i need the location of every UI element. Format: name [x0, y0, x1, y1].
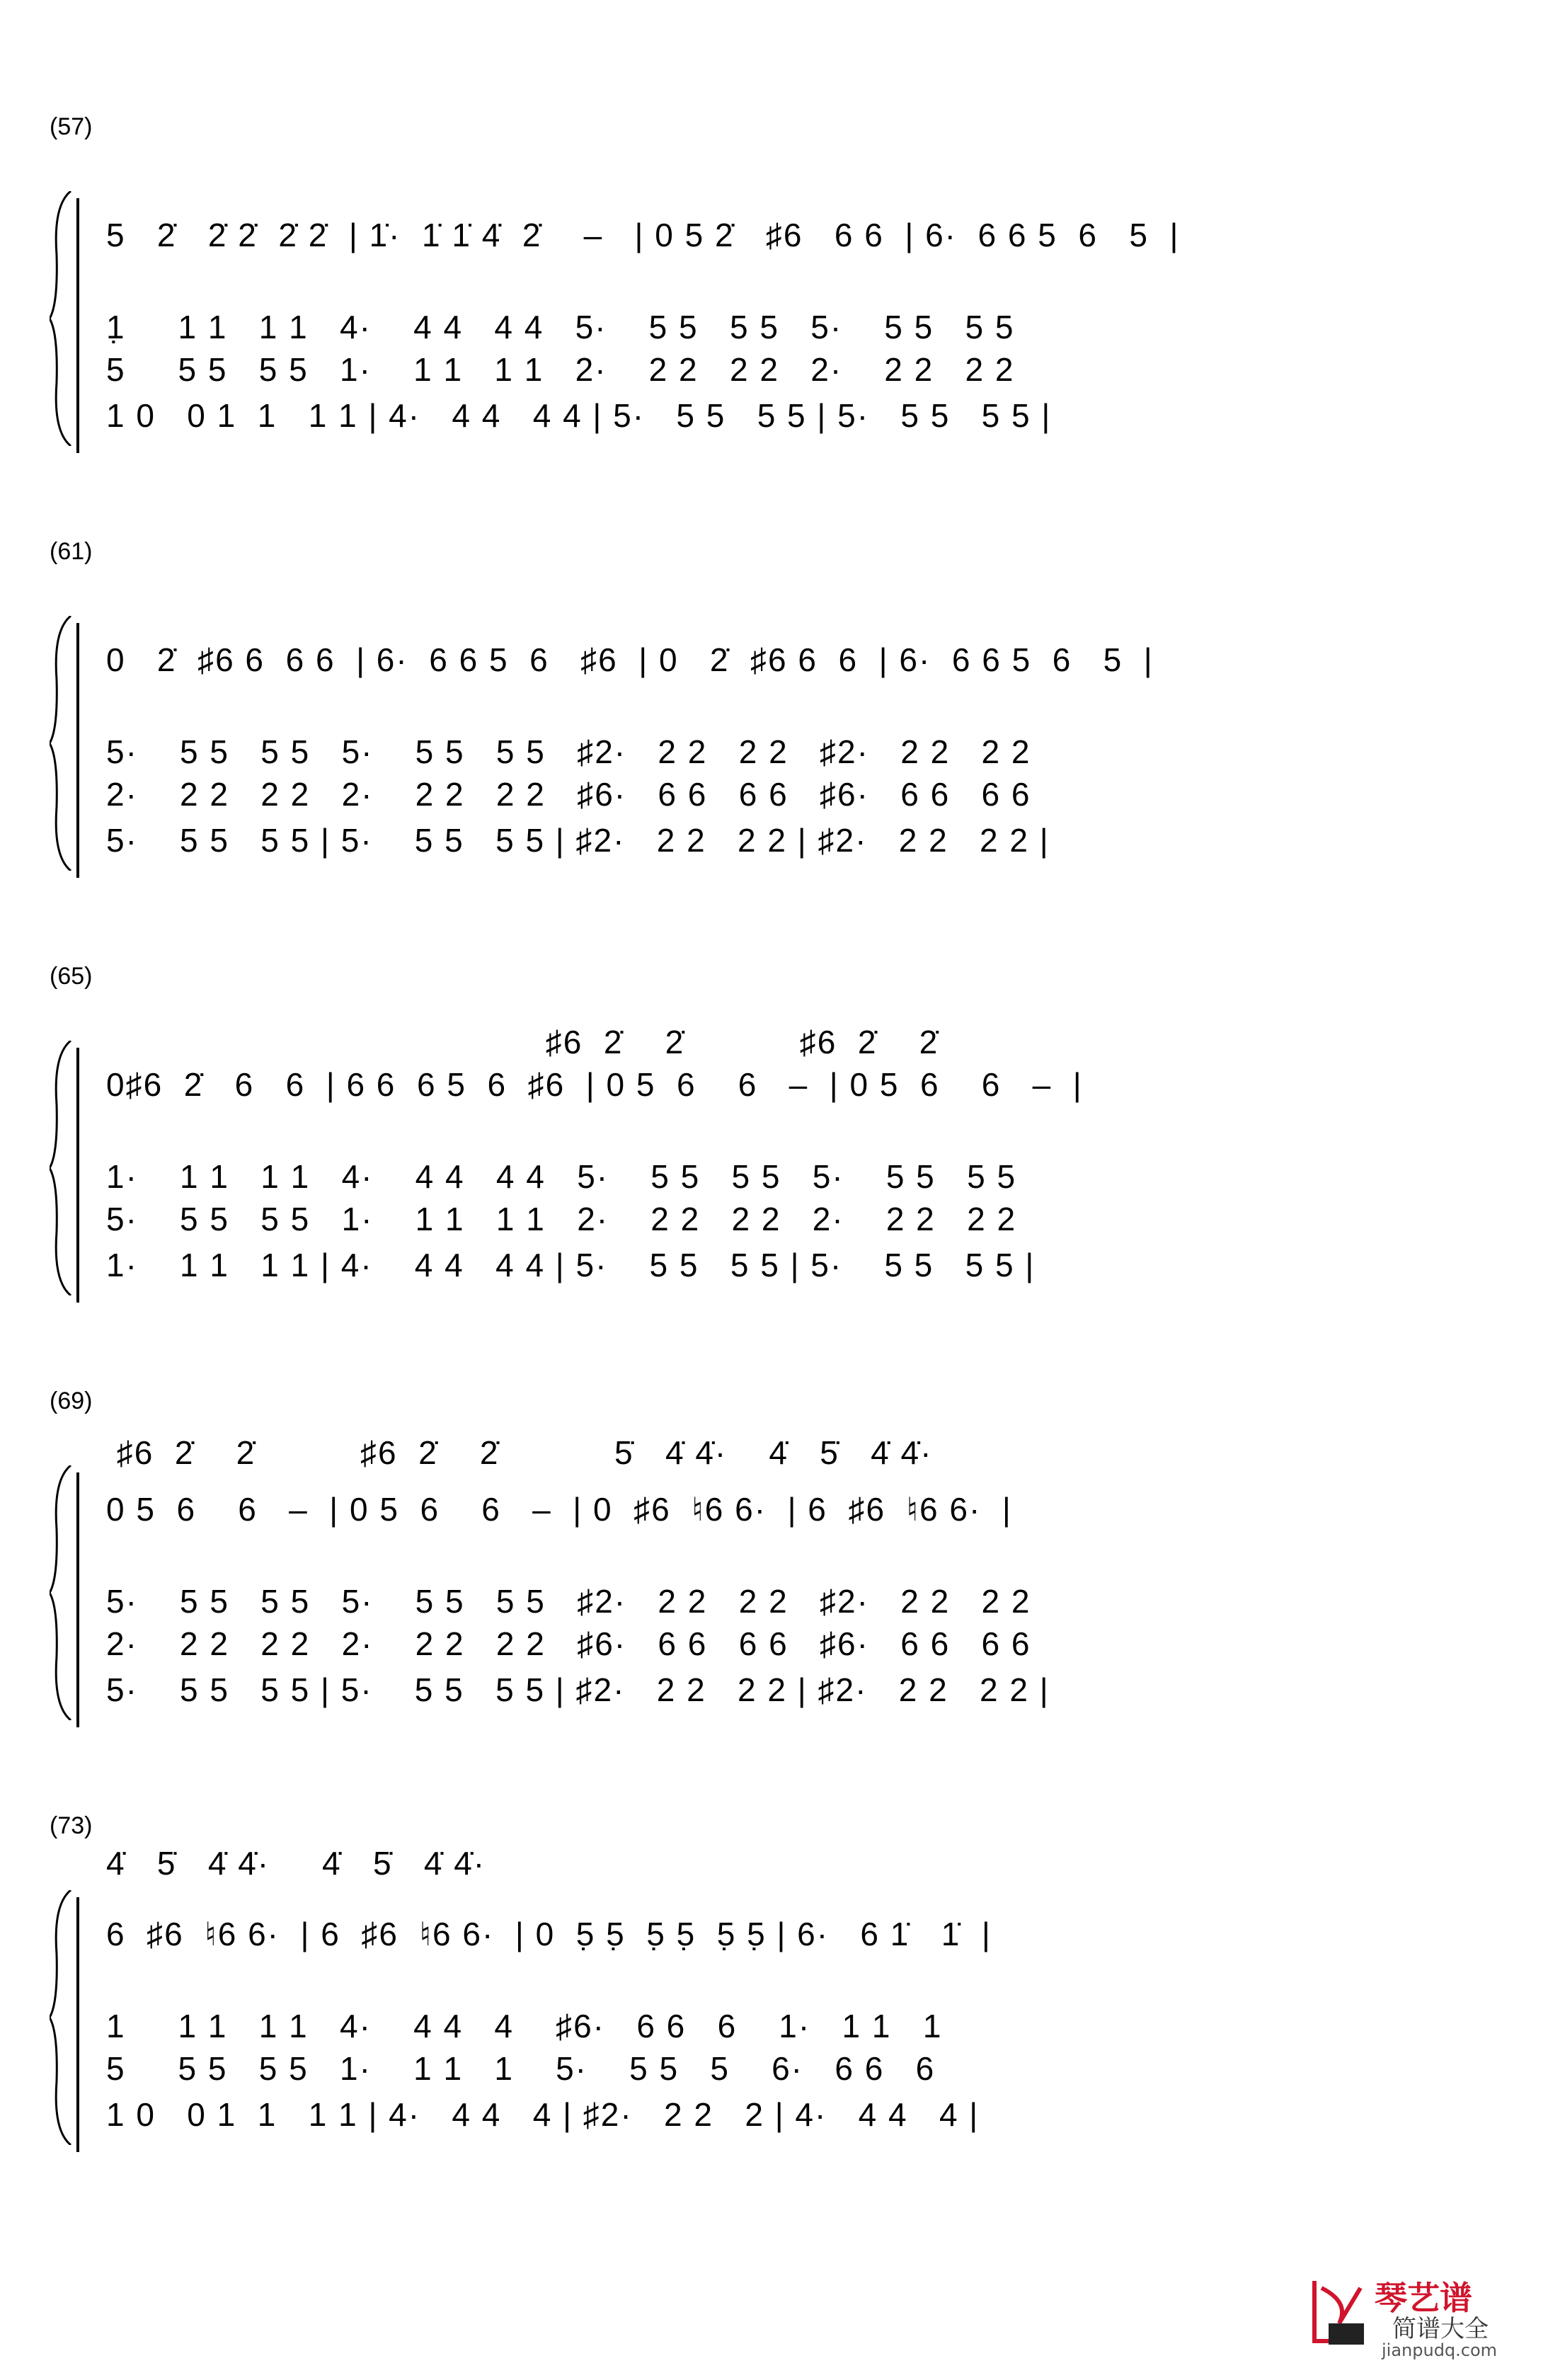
melody-upper-line: 4̇ 5̇ 4̇ 4̇· 4̇ 5̇ 4̇ 4̇· — [106, 1845, 486, 1882]
measure-number: (69) — [50, 1388, 93, 1414]
chord-top-line: 5· 5 5 5 5 5· 5 5 5 5 ♯2· 2 2 2 2 ♯2· 2 2 2 2 — [106, 1583, 1031, 1620]
measure-number: (65) — [50, 963, 93, 990]
chord-bottom-line: 1 0 0 1 1 1 1 | 4· 4 4 4 4 | 5· 5 5 5 5 | 5· 5 5 5 5 | — [106, 397, 1052, 434]
chord-mid-line: 5 5 5 5 5 1· 1 1 1 5· 5 5 5 6· 6 6 6 — [106, 2050, 936, 2087]
chord-bottom-line: 5· 5 5 5 5 | 5· 5 5 5 5 | ♯2· 2 2 2 2 | ♯2· 2 2 2 2 | — [106, 822, 1050, 859]
logo-url: jianpudq.com — [1382, 2340, 1498, 2360]
chord-mid-line: 5 5 5 5 5 1· 1 1 1 1 2· 2 2 2 2 2· 2 2 2 2 — [106, 351, 1015, 388]
system-brace — [50, 1890, 78, 2145]
system-start-barline — [76, 198, 79, 453]
measure-number: (73) — [50, 1812, 93, 1839]
chord-top-line: 5· 5 5 5 5 5· 5 5 5 5 ♯2· 2 2 2 2 ♯2· 2 2 2 2 — [106, 733, 1031, 770]
measure-number: (57) — [50, 113, 93, 140]
system-brace — [50, 1041, 78, 1295]
system-1 — [50, 106, 1493, 474]
system-2 — [50, 531, 1493, 899]
chord-top-line: 1 1 1 1 1 4· 4 4 4 ♯6· 6 6 6 1· 1 1 1 — [106, 2008, 943, 2044]
logo-mark-icon — [1307, 2274, 1371, 2352]
system-start-barline — [76, 1048, 79, 1303]
melody-upper-line: ♯6 2̇ 2̇ ♯6 2̇ 2̇ 5̇ 4̇ 4̇· 4̇ 5̇ 4̇ 4̇· — [106, 1434, 933, 1471]
chord-top-line: 1· 1 1 1 1 4· 4 4 4 4 5· 5 5 5 5 5· 5 5 5 5 — [106, 1158, 1017, 1195]
site-logo — [1307, 2267, 1520, 2366]
chord-bottom-line: 1· 1 1 1 1 | 4· 4 4 4 4 | 5· 5 5 5 5 | 5· 5 5 5 5 | — [106, 1247, 1036, 1283]
system-5 — [50, 1805, 1493, 2173]
melody-line: 6 ♯6 ♮6 6· | 6 ♯6 ♮6 6· | 0 5̣ 5̣ 5̣ 5̣ 5̣ 5̣ | 6· 6 1̇ 1̇ | — [106, 1916, 992, 1952]
melody-line: 5 2̇ 2̇ 2̇ 2̇ 2̇ | 1̇· 1̇ 1̇ 4̇ 2̇ – | 0 5 2̇ ♯6 6 6 | 6· 6 6 5 6 5 | — [106, 217, 1180, 253]
system-start-barline — [76, 623, 79, 878]
chord-top-line: 1̣ 1 1 1 1 4· 4 4 4 4 5· 5 5 5 5 5· 5 5 5 5 — [106, 309, 1015, 345]
chord-bottom-line: 5· 5 5 5 5 | 5· 5 5 5 5 | ♯2· 2 2 2 2 | ♯2· 2 2 2 2 | — [106, 1671, 1050, 1708]
system-4 — [50, 1380, 1493, 1749]
logo-brand: 琴艺谱 — [1375, 2279, 1472, 2317]
chord-bottom-line: 1 0 0 1 1 1 1 | 4· 4 4 4 | ♯2· 2 2 2 | 4· 4 4 4 | — [106, 2096, 980, 2133]
system-brace — [50, 616, 78, 871]
chord-mid-line: 2· 2 2 2 2 2· 2 2 2 2 ♯6· 6 6 6 6 ♯6· 6 6 6 6 — [106, 1625, 1031, 1662]
system-brace — [50, 191, 78, 446]
melody-line: 0 5 6 6 – | 0 5 6 6 – | 0 ♯6 ♮6 6· | 6 ♯6 ♮6 6· | — [106, 1491, 1012, 1528]
measure-number: (61) — [50, 538, 93, 565]
melody-upper-line: ♯6 2̇ 2̇ ♯6 2̇ 2̇ — [106, 1024, 939, 1060]
melody-line: 0♯6 2̇ 6 6 | 6 6 6 5 6 ♯6 | 0 5 6 6 – | 0 5 6 6 – | — [106, 1066, 1083, 1103]
chord-mid-line: 5· 5 5 5 5 1· 1 1 1 1 2· 2 2 2 2 2· 2 2 2 2 — [106, 1201, 1017, 1237]
chord-mid-line: 2· 2 2 2 2 2· 2 2 2 2 ♯6· 6 6 6 6 ♯6· 6 6 6 6 — [106, 776, 1031, 813]
logo-subtitle: 简谱大全 — [1392, 2315, 1489, 2343]
melody-line: 0 2̇ ♯6 6 6 6 | 6· 6 6 5 6 ♯6 | 0 2̇ ♯6 6 6 | 6· 6 6 5 6 5 | — [106, 641, 1154, 678]
system-start-barline — [76, 1897, 79, 2152]
system-start-barline — [76, 1472, 79, 1727]
system-brace — [50, 1465, 78, 1720]
system-3 — [50, 956, 1493, 1324]
